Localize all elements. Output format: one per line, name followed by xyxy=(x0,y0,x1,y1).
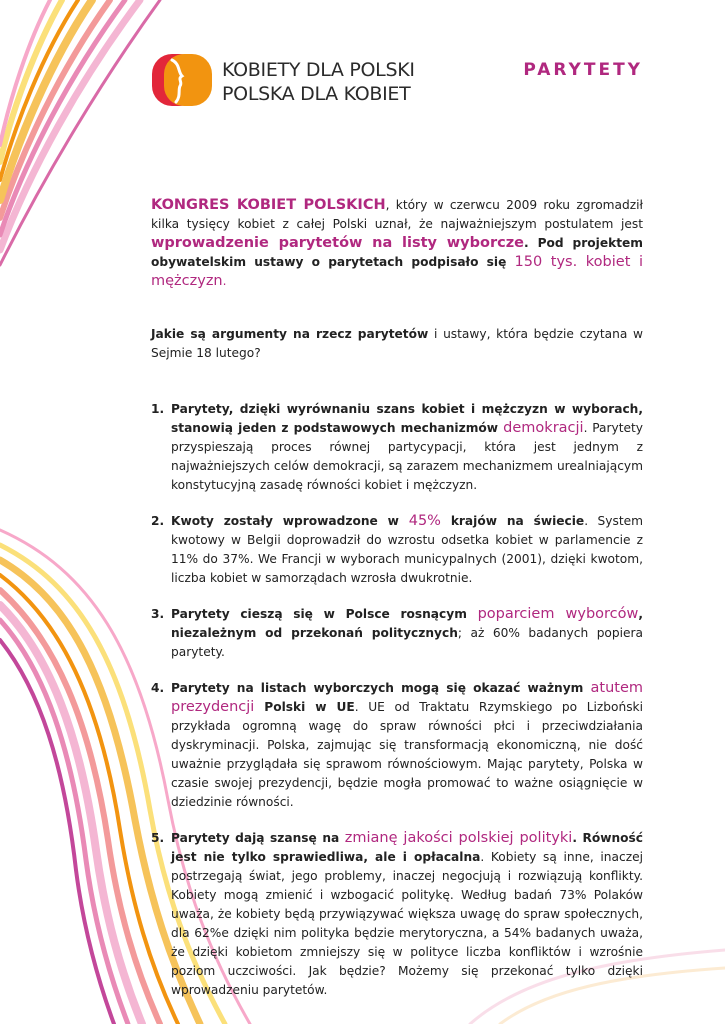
argument-item-2 xyxy=(151,512,643,588)
argument-bold: Parytety dają szansę na xyxy=(171,831,345,845)
logo-line-1: KOBIETY DLA POLSKI xyxy=(222,59,415,81)
argument-number: 3. xyxy=(151,607,165,621)
argument-bold: Parytety na listach wyborczych mogą się okazać ważnym xyxy=(171,681,591,695)
argument-highlight: zmianę jakości polskiej polityki xyxy=(344,830,573,846)
argument-bold-2: . Równość jest nie tylko sprawiedliwa, ale i opłacalna xyxy=(171,831,644,864)
intro-highlight-1: wprowadzenie parytetów na listy wyborcze xyxy=(151,235,524,251)
logo-line-2: POLSKA DLA KOBIET xyxy=(222,83,411,105)
intro-text-3: . xyxy=(222,274,227,288)
argument-bold-2: krajów na świecie xyxy=(440,514,585,528)
intro-text-2: . Pod projektem obywatelskim ustawy o parytetach podpisało się xyxy=(151,236,643,269)
argument-bold-2: Polski w UE xyxy=(254,700,355,714)
argument-number: 5. xyxy=(151,831,165,845)
intro-text-1: , który w czerwcu 2009 roku zgromadził kilka tysięcy kobiet z całej Polski uznał, że najważniejszym postulatem jest xyxy=(151,198,643,231)
argument-bold: Parytety cieszą się w Polsce rosnącym xyxy=(171,607,478,621)
question-bold: Jakie są argumenty na rzecz parytetów xyxy=(151,327,429,341)
argument-text: . Parytety przyspieszają proces równej partycypacji, która jest jednym z najważniejszych celów demokracji, są zarazem mechanizmem urealniającym konstytucyjną zasadę równości kobiet i mężczyzn. xyxy=(171,421,643,492)
argument-item-4 xyxy=(151,679,643,812)
argument-text: ; aż 60% badanych popiera parytety. xyxy=(171,626,643,659)
argument-text: . Kobiety są inne, inaczej postrzegają świat, jego problemy, inaczej negocjują i rozwiązują konflikty. Kobiety mogą zmienić i wzbogacić politykę. Według badań 73% Polaków uważa, że kobiety będą przywiązywać większa uwagę do spraw społecznych, dla 62%e dzięki nim polityka będzie merytoryczna, a 54% badanych uważa, że dzięki kobietom zmniejszy się w polityce liczba konfliktów i wzrośnie poziom uczciwości. Jak będzie? Możemy się przekonać tylko dzięki wprowadzeniu parytetów. xyxy=(171,850,643,997)
kongres-name: KONGRES KOBIET POLSKICH xyxy=(151,197,386,213)
question-paragraph xyxy=(151,325,643,363)
intro-paragraph xyxy=(151,196,643,291)
argument-text: . System kwotowy w Belgii doprowadził do wzrostu odsetka kobiet w parlamencie z 11% do 37%. We Francji w wyborach municypalnych (2001), dzięki kwotom, liczba kobiet w samorządach wzrosła dwukrotnie. xyxy=(171,514,644,585)
logo-mark-icon xyxy=(150,52,214,108)
argument-number: 2. xyxy=(151,514,165,528)
argument-item-3 xyxy=(151,605,643,662)
intro-highlight-2: 150 tys. kobiet i mężczyzn xyxy=(151,254,643,289)
logo-text xyxy=(222,58,415,106)
argument-bold: Kwoty zostały wprowadzone w xyxy=(171,514,409,528)
argument-bold-2: , niezależnym od przekonań politycznych xyxy=(171,607,644,640)
argument-text: . UE od Traktatu Rzymskiego po Lizboński przykłada ogromną wagę do spraw równości płci i przeciwdziałania dyskryminacji. Polska, zajmując się transformacją ekonomiczną, nie dość uważnie przyglądała się sprawom równościowym. Mając parytety, Polska w czasie swojej prezydencji, będzie mogła promować to ważne osiągnięcie w dziedzinie równości. xyxy=(171,700,643,809)
argument-number: 4. xyxy=(151,681,165,695)
arguments-list xyxy=(151,400,643,1017)
argument-highlight: atutem prezydencji xyxy=(171,680,643,715)
logo xyxy=(150,50,420,110)
argument-highlight: demokracji xyxy=(503,420,584,436)
question-rest: i ustawy, która będzie czytana w Sejmie 18 lutego? xyxy=(151,327,644,360)
page-title: PARYTETY xyxy=(523,60,643,80)
argument-highlight: poparciem wyborców xyxy=(477,606,639,622)
argument-item-5 xyxy=(151,829,643,1000)
argument-bold: Parytety, dzięki wyrównaniu szans kobiet i mężczyzn w wyborach, stanowią jeden z podstawowych mechanizmów xyxy=(171,402,643,435)
argument-item-1 xyxy=(151,400,643,495)
argument-highlight: 45% xyxy=(408,513,441,529)
argument-number: 1. xyxy=(151,402,165,416)
